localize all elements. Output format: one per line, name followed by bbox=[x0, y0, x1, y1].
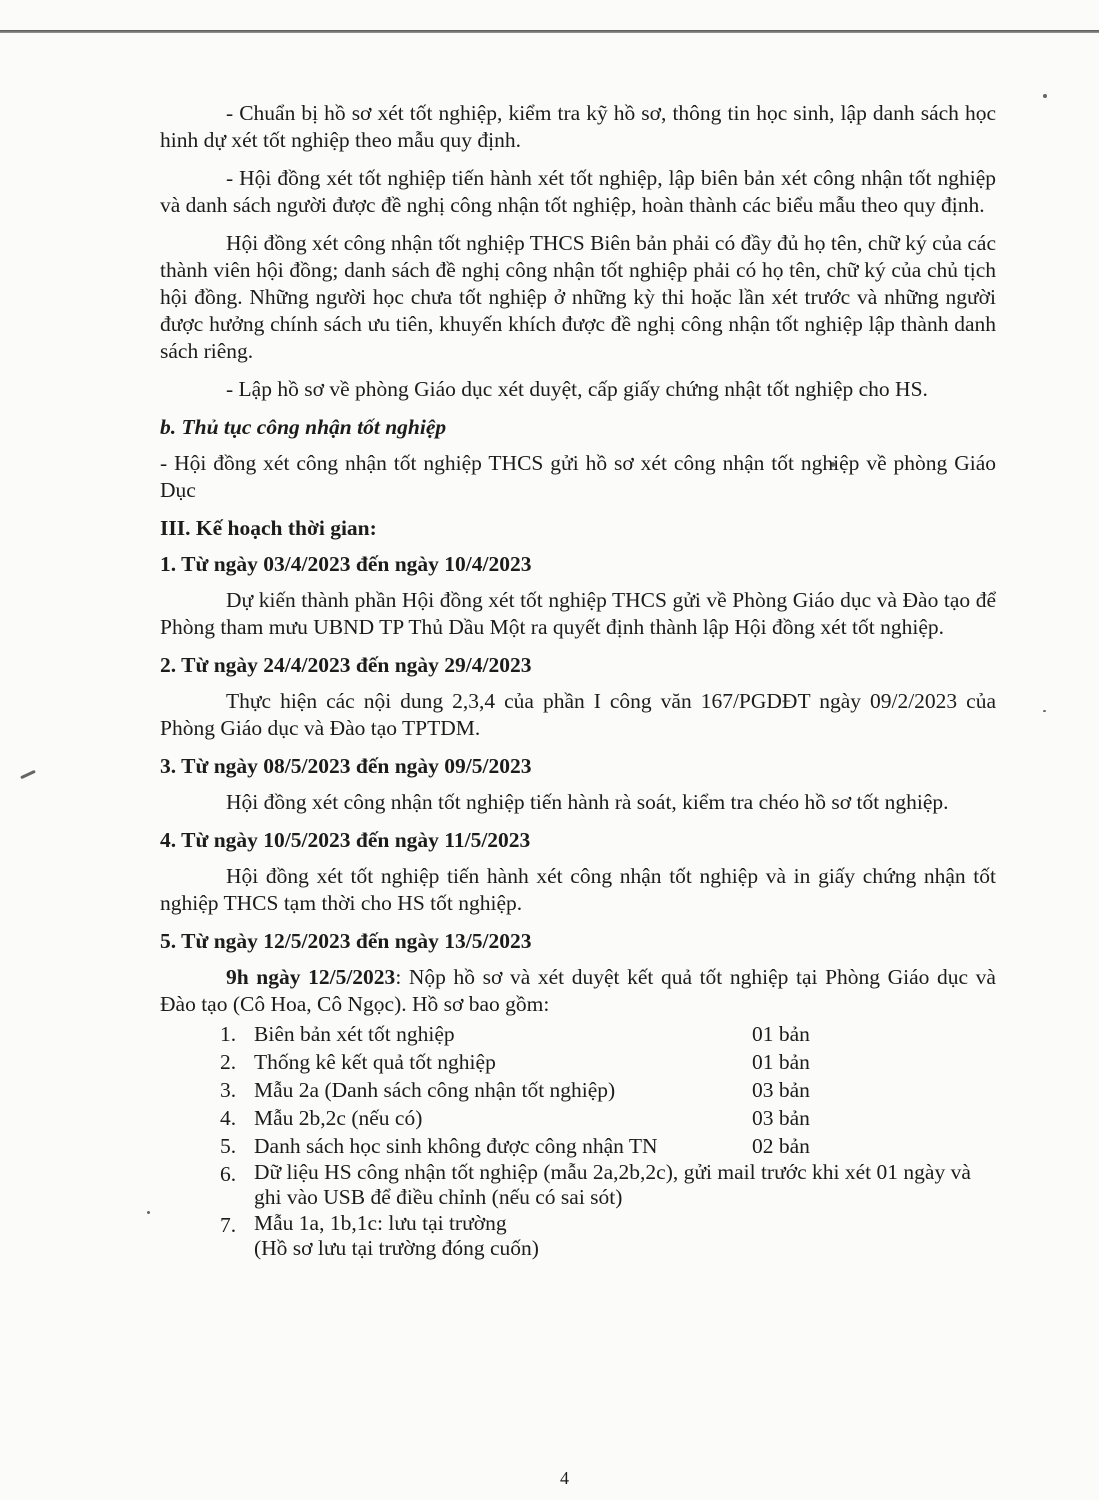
timeline-text-1: Dự kiến thành phần Hội đồng xét tốt nghiệp THCS gửi về Phòng Giáo dục và Đào tạo để Phòng tham mưu UBND TP Thủ Dầu Một ra quyết định thành lập Hội đồng xét tốt nghiệp. bbox=[160, 588, 996, 639]
timeline-text-2: Thực hiện các nội dung 2,3,4 của phần I công văn 167/PGDĐT ngày 09/2/2023 của Phòng Giáo dục và Đào tạo TPTDM. bbox=[160, 689, 996, 740]
list-item-text bbox=[254, 1211, 994, 1261]
scan-speck bbox=[1043, 94, 1047, 98]
list-item-number: 5. bbox=[220, 1134, 237, 1158]
list-item bbox=[160, 1132, 996, 1160]
timeline-heading-4: 4. Từ ngày 10/5/2023 đến ngày 11/5/2023 bbox=[160, 828, 531, 852]
timeline-text-5-lead: 9h ngày 12/5/2023 bbox=[226, 965, 396, 989]
section-b-title: b. Thủ tục công nhận tốt nghiệp bbox=[160, 415, 447, 439]
list-item-text: Thống kê kết quả tốt nghiệp bbox=[254, 1050, 496, 1074]
intro-paragraph-3: Hội đồng xét công nhận tốt nghiệp THCS Biên bản phải có đầy đủ họ tên, chữ ký của các thành viên hội đồng; danh sách đề nghị công nhận tốt nghiệp phải có họ tên, chữ ký của chủ tịch hội đồng. Những người học chưa tốt nghiệp ở những kỳ thi hoặc lần xét trước và những người được hưởng chính sách ưu tiên, khuyến khích được đề nghị công nhận tốt nghiệp lập thành danh sách riêng. bbox=[160, 231, 996, 363]
timeline-heading-2: 2. Từ ngày 24/4/2023 đến ngày 29/4/2023 bbox=[160, 653, 532, 677]
timeline-text-4: Hội đồng xét tốt nghiệp tiến hành xét công nhận tốt nghiệp và in giấy chứng nhận tốt nghiệp THCS tạm thời cho HS tốt nghiệp. bbox=[160, 864, 996, 915]
scan-speck bbox=[1043, 710, 1046, 712]
scan-top-edge bbox=[0, 30, 1099, 33]
intro-paragraph-1: - Chuẩn bị hồ sơ xét tốt nghiệp, kiểm tra kỹ hồ sơ, thông tin học sinh, lập danh sách học hinh dự xét tốt nghiệp theo mẫu quy định. bbox=[160, 101, 996, 152]
documents-note: (Hồ sơ lưu tại trường đóng cuốn) bbox=[254, 1236, 539, 1260]
list-item-number: 4. bbox=[220, 1106, 237, 1130]
timeline-heading-5: 5. Từ ngày 12/5/2023 đến ngày 13/5/2023 bbox=[160, 929, 532, 953]
list-item-number: 1. bbox=[220, 1022, 237, 1046]
scan-speck bbox=[147, 1211, 150, 1214]
list-item-number: 3. bbox=[220, 1078, 237, 1102]
section-iii-title: III. Kế hoạch thời gian: bbox=[160, 516, 377, 540]
list-item bbox=[160, 1020, 996, 1048]
list-item-text: Mẫu 2b,2c (nếu có) bbox=[254, 1106, 423, 1130]
list-item bbox=[160, 1160, 996, 1211]
timeline-heading-3: 3. Từ ngày 08/5/2023 đến ngày 09/5/2023 bbox=[160, 754, 532, 778]
list-item-quantity: 03 bản bbox=[752, 1106, 810, 1130]
list-item-quantity: 01 bản bbox=[752, 1050, 810, 1074]
list-item bbox=[160, 1211, 996, 1262]
intro-paragraph-4: - Lập hồ sơ về phòng Giáo dục xét duyệt, cấp giấy chứng nhật tốt nghiệp cho HS. bbox=[226, 377, 928, 401]
document-body bbox=[160, 100, 996, 1262]
list-item-text: Danh sách học sinh không được công nhận TN bbox=[254, 1134, 658, 1158]
page-number: 4 bbox=[560, 1468, 569, 1488]
list-item-number: 7. bbox=[220, 1213, 237, 1237]
scan-speck bbox=[20, 770, 36, 779]
timeline-text-5 bbox=[160, 964, 996, 1018]
list-item-quantity: 01 bản bbox=[752, 1022, 810, 1046]
documents-list bbox=[160, 1020, 996, 1262]
list-item-text: Biên bản xét tốt nghiệp bbox=[254, 1022, 455, 1046]
timeline-text-5-rest: : Nộp hồ sơ và xét duyệt kết quả tốt nghiệp tại Phòng Giáo dục và Đào tạo (Cô Hoa, Cô Ngọc). Hồ sơ bao gồm: bbox=[160, 965, 996, 1016]
list-item-number: 2. bbox=[220, 1050, 237, 1074]
list-item-text: Dữ liệu HS công nhận tốt nghiệp (mẫu 2a,2b,2c), gửi mail trước khi xét 01 ngày và ghi vào USB để điều chỉnh (nếu có sai sót) bbox=[254, 1160, 971, 1209]
list-item-quantity: 02 bản bbox=[752, 1134, 810, 1158]
list-item-text-main: Mẫu 1a, 1b,1c: lưu tại trường bbox=[254, 1211, 507, 1235]
list-item-quantity: 03 bản bbox=[752, 1078, 810, 1102]
intro-paragraph-2: - Hội đồng xét tốt nghiệp tiến hành xét tốt nghiệp, lập biên bản xét công nhận tốt nghiệp và danh sách người được đề nghị công nhận tốt nghiệp, hoàn thành các biểu mẫu theo quy định. bbox=[160, 166, 996, 217]
list-item bbox=[160, 1104, 996, 1132]
timeline-text-3: Hội đồng xét công nhận tốt nghiệp tiến hành rà soát, kiểm tra chéo hồ sơ tốt nghiệp. bbox=[226, 790, 949, 814]
list-item-number: 6. bbox=[220, 1162, 237, 1186]
list-item-text: Mẫu 2a (Danh sách công nhận tốt nghiệp) bbox=[254, 1078, 616, 1102]
list-item bbox=[160, 1076, 996, 1104]
list-item bbox=[160, 1048, 996, 1076]
timeline-heading-1: 1. Từ ngày 03/4/2023 đến ngày 10/4/2023 bbox=[160, 552, 532, 576]
section-b-text: - Hội đồng xét công nhận tốt nghiệp THCS gửi hồ sơ xét công nhận tốt nghiệp về phòng Giáo Dục bbox=[160, 451, 996, 502]
